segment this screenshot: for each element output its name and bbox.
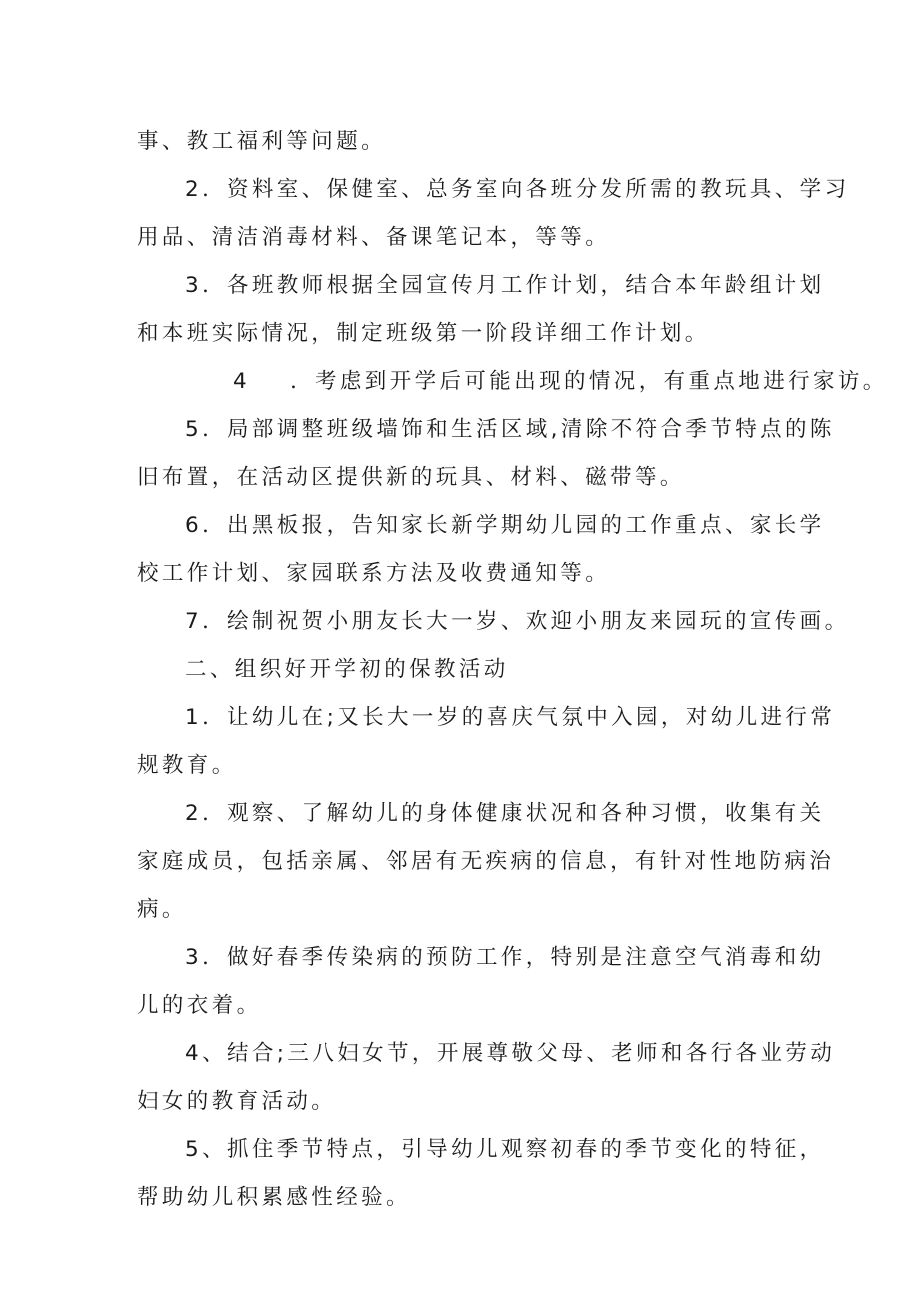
paragraph-item-6 bbox=[137, 502, 825, 598]
paragraph-item-5 bbox=[137, 406, 835, 502]
text-line: 事、教工福利等问题。 bbox=[137, 129, 387, 154]
text-line: 2．观察、了解幼儿的身体健康状况和各种习惯，收集有关 bbox=[185, 801, 825, 826]
text-line: 5、抓住季节特点，引导幼儿观察初春的季节变化的特征， bbox=[185, 1137, 825, 1162]
document-body bbox=[137, 118, 888, 1222]
text-line: 用品、清洁消毒材料、备课笔记本，等等。 bbox=[137, 225, 611, 250]
text-line: 3．各班教师根据全园宣传月工作计划，结合本年龄组计划 bbox=[185, 273, 825, 298]
section-heading bbox=[137, 646, 787, 694]
text-line: 4、结合;三八妇女节，开展尊敬父母、老师和各行各业劳动 bbox=[185, 1041, 836, 1066]
item-number: 4 bbox=[233, 369, 251, 394]
paragraph-item-4 bbox=[137, 358, 888, 406]
text-line: 帮助幼儿积累感性经验。 bbox=[137, 1185, 411, 1210]
text-line: 旧布置，在活动区提供新的玩具、材料、磁带等。 bbox=[137, 465, 685, 490]
paragraph-section2-item-4 bbox=[137, 1030, 836, 1126]
text-line: 和本班实际情况，制定班级第一阶段详细工作计划。 bbox=[137, 321, 710, 346]
paragraph-item-2 bbox=[137, 166, 850, 262]
text-line: 校工作计划、家园联系方法及收费通知等。 bbox=[137, 561, 611, 586]
text-line: 3．做好春季传染病的预防工作，特别是注意空气消毒和幼 bbox=[185, 945, 825, 970]
text-line: 1．让幼儿在;又长大一岁的喜庆气氛中入园，对幼儿进行常 bbox=[185, 705, 836, 730]
paragraph-item-7 bbox=[137, 598, 850, 646]
paragraph-continuation bbox=[137, 118, 787, 166]
text-line: 5．局部调整班级墙饰和生活区域,清除不符合季节特点的陈 bbox=[185, 417, 835, 442]
paragraph-item-3 bbox=[137, 262, 825, 358]
item-text: ．考虑到开学后可能出现的情况，有重点地进行家访。 bbox=[290, 369, 888, 394]
paragraph-section2-item-1 bbox=[137, 694, 836, 790]
text-line: 7．绘制祝贺小朋友长大一岁、欢迎小朋友来园玩的宣传画。 bbox=[185, 609, 850, 634]
text-line: 2．资料室、保健室、总务室向各班分发所需的教玩具、学习 bbox=[185, 177, 850, 202]
paragraph-section2-item-3 bbox=[137, 934, 825, 1030]
paragraph-section2-item-5 bbox=[137, 1126, 825, 1222]
text-line: 6．出黑板报，告知家长新学期幼儿园的工作重点、家长学 bbox=[185, 513, 825, 538]
text-line: 规教育。 bbox=[137, 753, 237, 778]
text-line: 二、组织好开学初的保教活动 bbox=[185, 657, 509, 682]
text-line: 家庭成员，包括亲属、邻居有无疾病的信息，有针对性地防病治 bbox=[137, 849, 835, 874]
text-line: 病。 bbox=[137, 897, 187, 922]
text-line bbox=[137, 358, 888, 406]
text-line: 儿的衣着。 bbox=[137, 993, 262, 1018]
paragraph-section2-item-2 bbox=[137, 790, 835, 934]
text-line: 妇女的教育活动。 bbox=[137, 1089, 337, 1114]
